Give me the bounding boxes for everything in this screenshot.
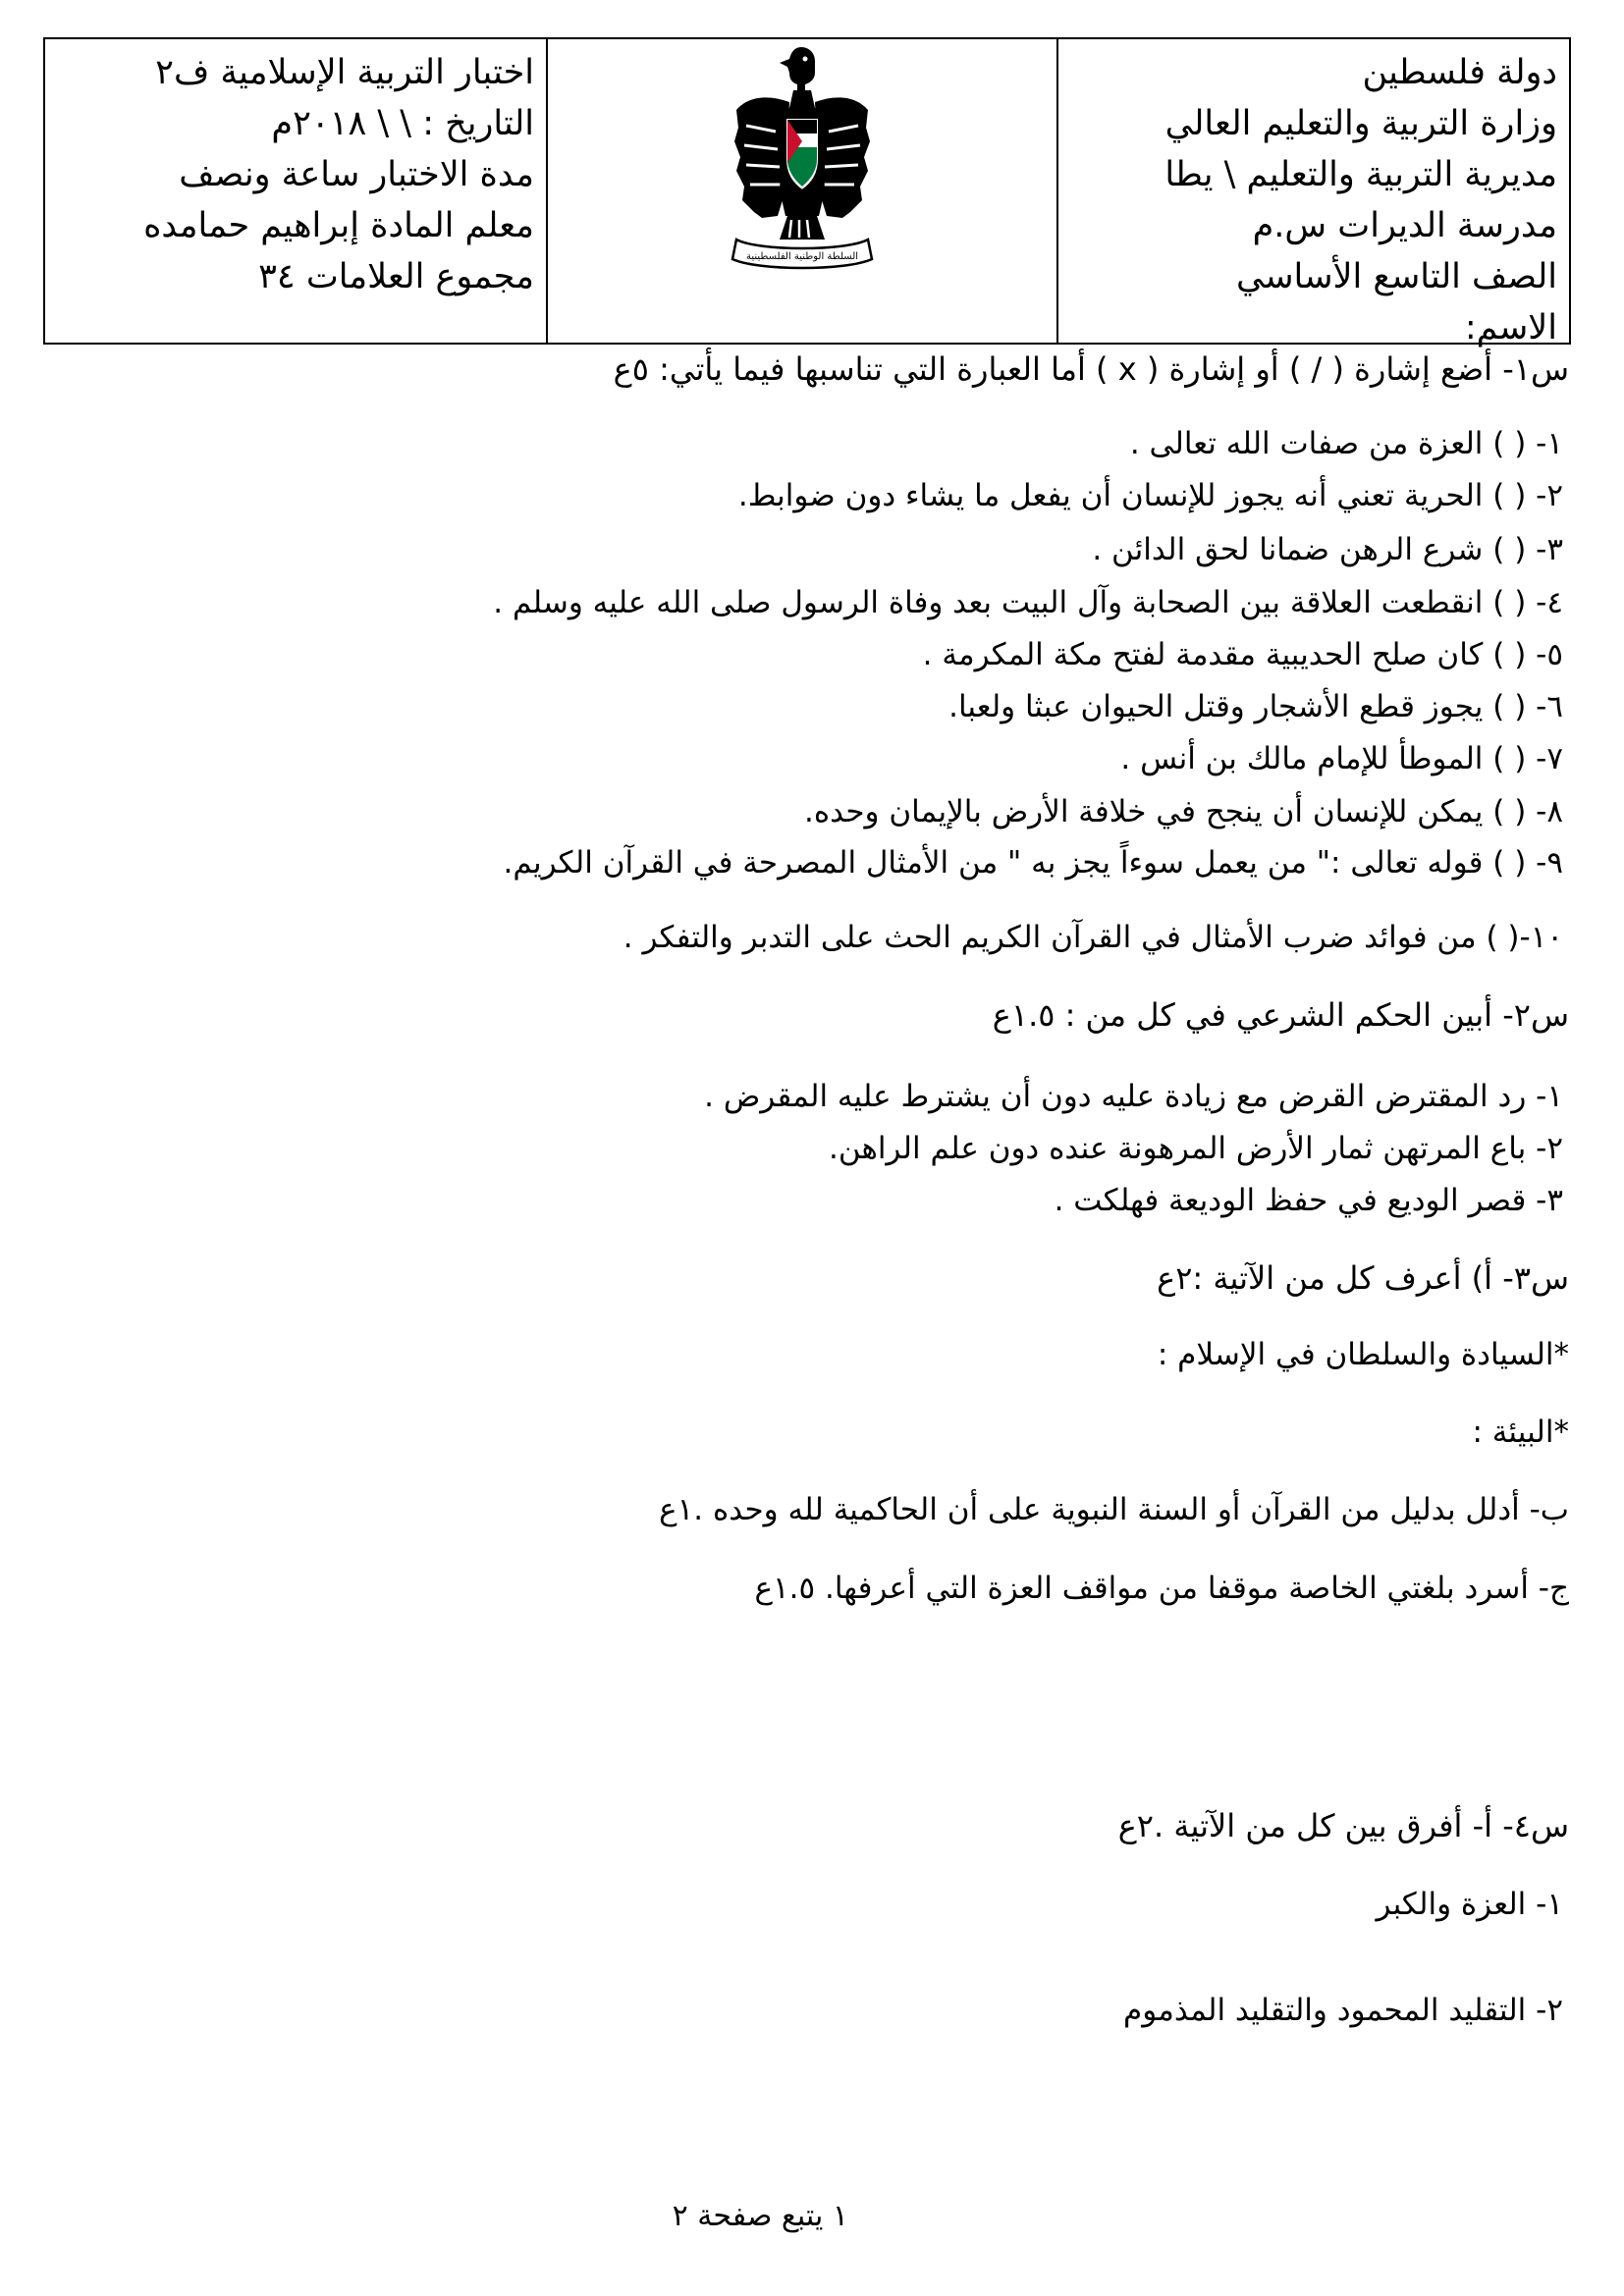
header-school: مدرسة الديرات س.م [1252, 206, 1557, 245]
header-exam-info [45, 39, 546, 343]
header-total-marks: مجموع العلامات ٣٤ [258, 257, 534, 296]
q1-item-9: ٩- ( ) قوله تعالى :" من يعمل سوءاً يجز به " من الأمثال المصرحة في القرآن الكريم. [503, 845, 1563, 881]
q4-item-2: ٢- التقليد المحمود والتقليد المذموم [1123, 1993, 1563, 2028]
header-school-info [1056, 39, 1569, 347]
q3-part-b: ب- أدلل بدليل من القرآن أو السنة النبوية على أن الحاكمية لله وحده .١ع [659, 1492, 1569, 1527]
q4-item-1: ١- العزة والكبر [1376, 1887, 1563, 1922]
q1-item-8: ٨- ( ) يمكن للإنسان أن ينجح في خلافة الأرض بالإيمان وحده. [803, 794, 1563, 829]
q2-item-3: ٣- قصر الوديع في حفظ الوديعة فهلكت . [1054, 1183, 1563, 1218]
header-name-field: الاسم: [1464, 308, 1557, 347]
q3-def-sovereignty: *السيادة والسلطان في الإسلام : [1157, 1337, 1569, 1372]
palestine-eagle-emblem-icon [729, 43, 876, 271]
emblem-caption: السلطة الوطنية الفلسطينية [745, 251, 859, 262]
q2-item-1: ١- رد المقترض القرض مع زيادة عليه دون أن يشترط عليه المقرض . [704, 1079, 1563, 1114]
q1-item-1: ١- ( ) العزة من صفات الله تعالى . [1129, 426, 1563, 461]
q1-item-7: ٧- ( ) الموطأ للإمام مالك بن أنس . [1120, 741, 1563, 776]
q1-item-6: ٦- ( ) يجوز قطع الأشجار وقتل الحيوان عبثا ولعبا. [948, 689, 1563, 724]
exam-header [43, 37, 1571, 345]
q3-def-environment: *البيئة : [1472, 1415, 1569, 1450]
header-directorate: مديرية التربية والتعليم \ يطا [1164, 155, 1557, 194]
q1-title: س١- أضع إشارة ( / ) أو إشارة ( x ) أما العبارة التي تناسبها فيما يأتي: ٥ع [613, 350, 1569, 388]
header-duration: مدة الاختبار ساعة ونصف [179, 155, 534, 194]
header-date: التاريخ : \ \ ٢٠١٨م [271, 104, 534, 143]
q2-item-2: ٢- باع المرتهن ثمار الأرض المرهونة عنده دون علم الراهن. [829, 1131, 1563, 1166]
q1-item-3: ٣- ( ) شرع الرهن ضمانا لحق الدائن . [1092, 532, 1563, 567]
q1-item-2: ٢- ( ) الحرية تعني أنه يجوز للإنسان أن يفعل ما يشاء دون ضوابط. [737, 478, 1563, 513]
header-grade: الصف التاسع الأساسي [1236, 257, 1557, 296]
q2-title: س٢- أبين الحكم الشرعي في كل من : ١.٥ع [992, 996, 1569, 1034]
q3-part-c: ج- أسرد بلغتي الخاصة موقفا من مواقف العزة التي أعرفها. ١.٥ع [754, 1571, 1569, 1606]
q1-item-5: ٥- ( ) كان صلح الحديبية مقدمة لفتح مكة المكرمة . [922, 637, 1563, 672]
header-ministry: وزارة التربية والتعليم العالي [1164, 104, 1557, 143]
header-exam-title: اختبار التربية الإسلامية ف٢ [155, 53, 534, 92]
page-footer: ١ يتبع صفحة ٢ [672, 2199, 848, 2233]
q1-item-10: ١٠-( ) من فوائد ضرب الأمثال في القرآن الكريم الحث على التدبر والتفكر . [623, 920, 1563, 955]
q4-title: س٤- أ- أفرق بين كل من الآتية .٢ع [1117, 1807, 1569, 1844]
q1-item-4: ٤- ( ) انقطعت العلاقة بين الصحابة وآل البيت بعد وفاة الرسول صلى الله عليه وسلم . [493, 585, 1563, 620]
header-country: دولة فلسطين [1362, 53, 1557, 92]
header-emblem-cell [546, 39, 1056, 343]
q3-title: س٣- أ) أعرف كل من الآتية :٢ع [1157, 1259, 1569, 1297]
header-teacher: معلم المادة إبراهيم حمامده [143, 206, 534, 245]
